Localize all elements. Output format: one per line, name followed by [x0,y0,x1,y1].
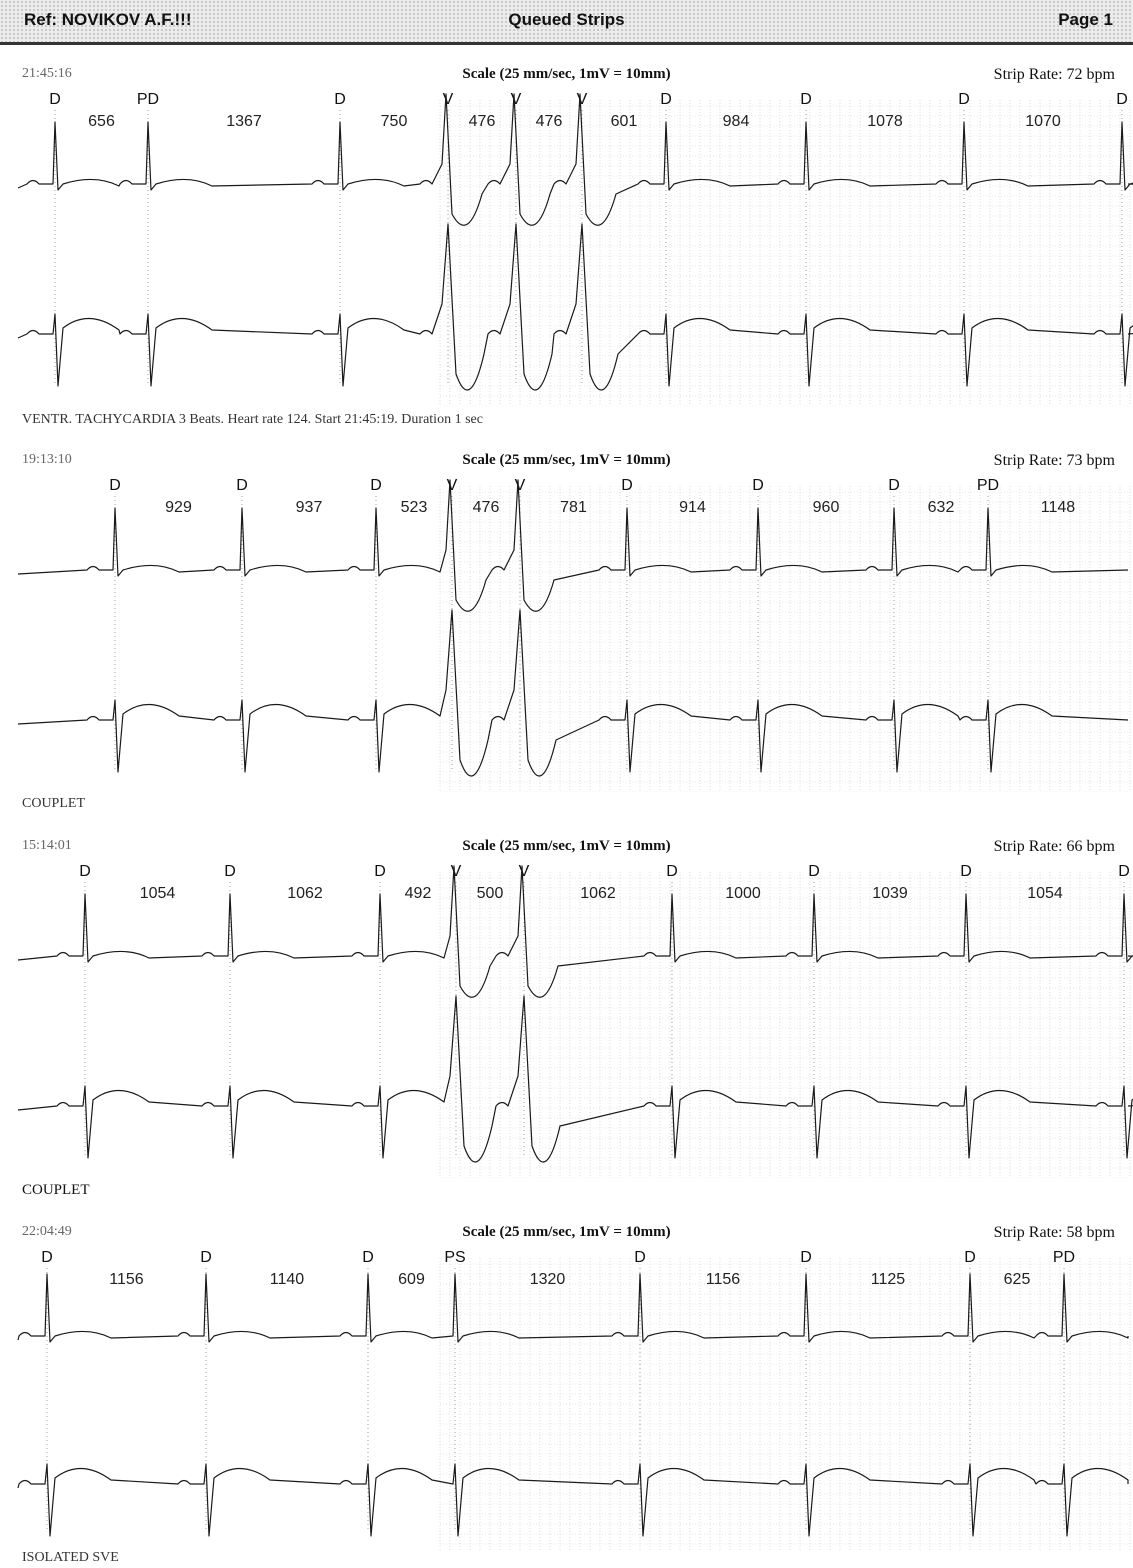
beat-label: V [450,863,462,880]
beat-label: V [576,91,588,108]
beat-label: D [800,91,812,108]
strip-rate: Strip Rate: 58 bpm [993,1224,1115,1241]
rr-interval: 1320 [529,1271,566,1288]
rr-interval: 1125 [870,1271,906,1288]
ecg-lead-2 [18,1464,1128,1536]
strip-time: 15:14:01 [22,838,72,853]
beat-label: D [800,1249,812,1266]
beat-label: D [660,91,672,108]
rr-interval: 914 [679,499,706,516]
rr-interval: 656 [88,113,115,130]
beat-label: D [200,1249,212,1266]
report-title: Queued Strips [508,10,625,29]
ecg-lead-1 [18,866,1133,997]
rr-interval: 929 [165,499,192,516]
rr-interval: 476 [535,113,563,130]
grid-background [440,1258,1133,1550]
strip-rate: Strip Rate: 73 bpm [993,452,1115,469]
beat-label: D [362,1249,374,1266]
beat-label: PD [1052,1249,1076,1266]
rr-interval: 781 [560,499,587,516]
beat-label: D [958,91,970,108]
ecg-lead-1 [18,94,1133,225]
rr-interval: 1062 [580,885,616,902]
beat-label: D [79,863,91,880]
beat-label: D [808,863,820,880]
strip-rate: Strip Rate: 72 bpm [993,66,1115,83]
rr-interval: 1148 [1040,499,1076,516]
ecg-lead-2 [18,224,1133,390]
beat-label: V [518,863,530,880]
strip-time: 19:13:10 [22,452,72,467]
ecg-trace-area [0,838,1133,1178]
beat-label: D [236,477,248,494]
rr-interval: 1039 [872,885,908,902]
ecg-strip-1 [0,66,1133,436]
beat-label: D [634,1249,646,1266]
strip-caption: COUPLET [22,1182,90,1198]
beat-label: D [374,863,386,880]
report-header [0,0,1133,45]
beat-label: D [49,91,61,108]
rr-interval: 492 [404,885,432,902]
rr-interval: 500 [476,885,504,902]
ecg-trace-area [0,452,1133,792]
ecg-trace-area [0,1224,1133,1550]
ecg-lead-2 [18,610,1128,776]
strip-rate: Strip Rate: 66 bpm [993,838,1115,855]
beat-label: D [1118,863,1130,880]
beat-label: PD [976,477,1000,494]
strip-caption: ISOLATED SVE [22,1550,119,1565]
strip-caption: VENTR. TACHYCARDIA 3 Beats. Heart rate 124. Start 21:45:19. Duration 1 sec [22,412,483,427]
rr-interval: 984 [722,113,750,130]
ecg-trace-area [0,66,1133,406]
beat-label: D [109,477,121,494]
beat-label: D [334,91,346,108]
beat-label: D [621,477,633,494]
rr-interval: 1156 [705,1271,741,1288]
beat-label: D [964,1249,976,1266]
beat-label: D [752,477,764,494]
beat-label: D [224,863,236,880]
strip-scale: Scale (25 mm/sec, 1mV = 10mm) [462,1224,671,1240]
rr-interval: 476 [468,113,496,130]
strip-scale: Scale (25 mm/sec, 1mV = 10mm) [462,66,671,82]
beat-label: D [1116,91,1128,108]
beat-label: D [666,863,678,880]
grid-background [440,100,1133,406]
grid-background [440,872,1133,1178]
ecg-strip-4 [0,1224,1133,1568]
rr-interval: 1140 [269,1271,305,1288]
beat-label: V [514,477,526,494]
beat-label: V [510,91,522,108]
strip-caption: COUPLET [22,796,85,811]
beat-label: D [370,477,382,494]
beat-label: D [888,477,900,494]
rr-interval: 625 [1003,1271,1031,1288]
rr-interval: 632 [927,499,955,516]
rr-interval: 1367 [226,113,262,130]
rr-interval: 609 [398,1271,425,1288]
rr-interval: 1156 [109,1271,144,1288]
rr-interval: 476 [472,499,500,516]
strip-scale: Scale (25 mm/sec, 1mV = 10mm) [462,452,671,468]
rr-interval: 1054 [139,885,176,902]
beat-label: PS [444,1249,466,1266]
strip-scale: Scale (25 mm/sec, 1mV = 10mm) [462,838,671,854]
rr-interval: 1000 [725,885,761,902]
rr-interval: 601 [610,113,638,130]
page-number: Page 1 [1058,10,1113,29]
rr-interval: 960 [812,499,840,516]
rr-interval: 1054 [1027,885,1063,902]
rr-interval: 937 [295,499,323,516]
rr-interval: 1062 [287,885,323,902]
beat-label: V [446,477,458,494]
ecg-strip-3 [0,838,1133,1208]
rr-interval: 750 [380,113,408,130]
patient-reference: Ref: NOVIKOV A.F.!!! [24,10,192,29]
rr-interval: 1070 [1025,113,1061,130]
beat-label: D [41,1249,53,1266]
strip-time: 21:45:16 [22,66,72,81]
ecg-strip-2 [0,452,1133,822]
rr-interval: 523 [400,499,428,516]
grid-background [440,486,1133,792]
beat-label: D [960,863,972,880]
rr-interval: 1078 [867,113,903,130]
beat-label: PD [136,91,160,108]
strip-time: 22:04:49 [22,1224,72,1239]
beat-label: V [442,91,454,108]
